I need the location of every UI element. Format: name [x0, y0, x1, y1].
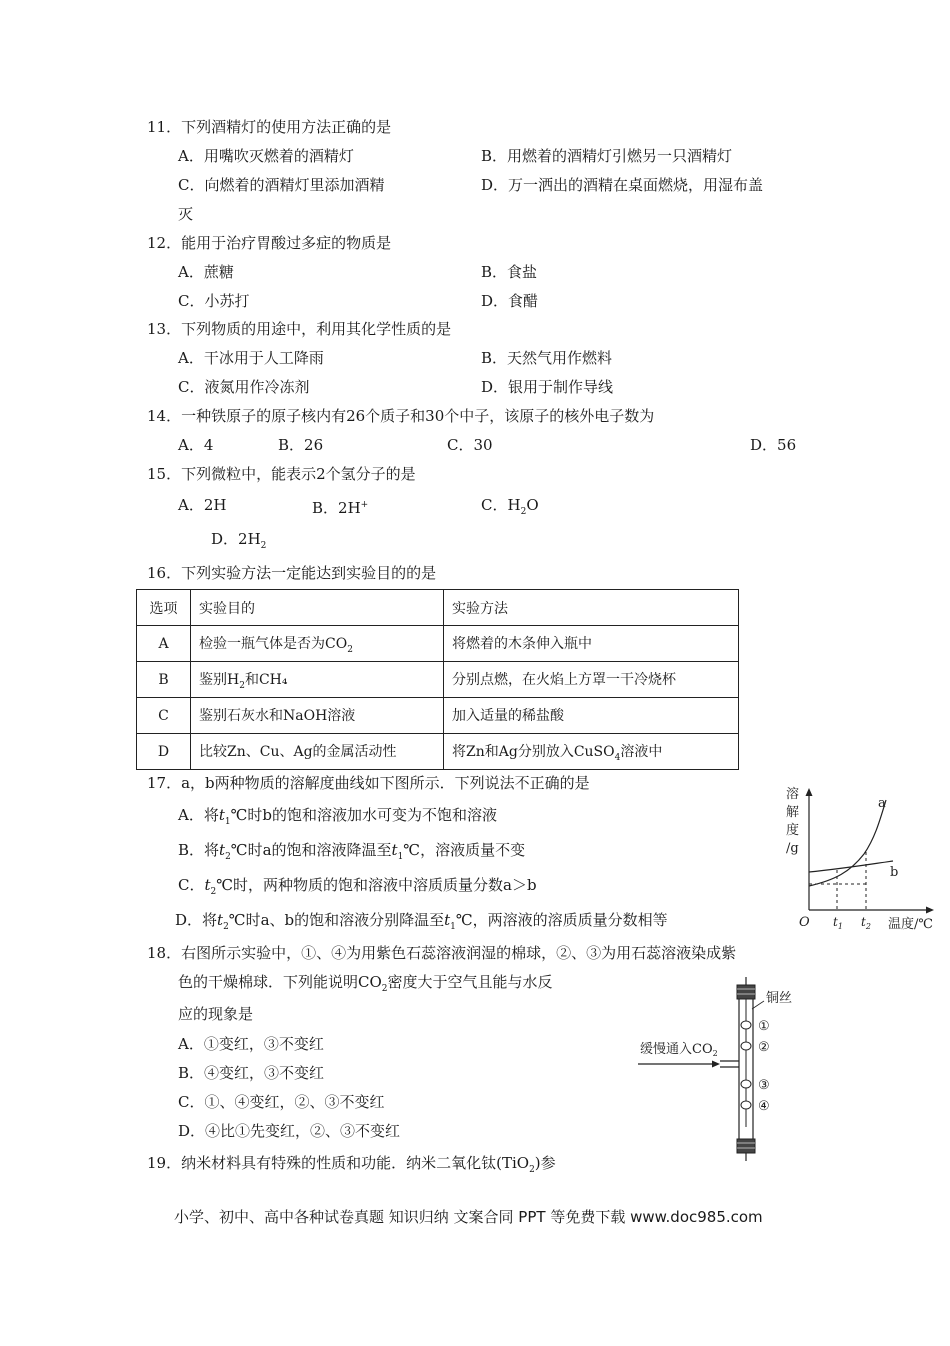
cotton-ball-2 [741, 1042, 751, 1050]
solubility-graph [780, 780, 945, 935]
q12-option-c: C．小苏打 [178, 292, 250, 310]
q18-stem-line2: 色的干燥棉球．下列能说明$CO_2$密度大于空气且能与水反 [178, 973, 553, 994]
svg-text:度: 度 [786, 823, 800, 838]
ball-label-2: ② [758, 1040, 770, 1055]
inlet-arrow-head [712, 1061, 720, 1068]
q17-option-b: B．将$t_2℃$时a的饱和溶液降温至$t_1℃$，溶液质量不变 [178, 841, 526, 862]
q13-option-d: D．银用于制作导线 [481, 378, 614, 396]
y-axis-arrow [806, 788, 813, 796]
q16-table [136, 589, 739, 770]
ball-label-4: ④ [758, 1099, 770, 1114]
row-goal: 检验一瓶气体是否为$CO_2$ [191, 626, 444, 662]
ball-label-1: ① [758, 1019, 770, 1034]
q14-option-a: A．4 [178, 436, 214, 454]
q13-option-b: B．天然气用作燃料 [481, 349, 613, 367]
q19-stem: 19．纳米材料具有特殊的性质和功能．纳米二氧化钛(TiO$_2$)参 [147, 1154, 556, 1175]
q18-stem-line1: 18．右图所示实验中，①、④为用紫色石蕊溶液润湿的棉球，②、③为用石蕊溶液染成紫 [147, 944, 737, 962]
q14-option-c: C．30 [447, 436, 493, 454]
row-method: 将燃着的木条伸入瓶中 [444, 626, 739, 662]
top-stopper [737, 985, 755, 999]
q14-stem: 14．一种铁原子的原子核内有26个质子和30个中子，该原子的核外电子数为 [147, 407, 655, 425]
row-method: 将Zn和Ag分别放入CuSO$_4$溶液中 [444, 734, 739, 770]
row-goal: 鉴别石灰水和NaOH溶液 [191, 698, 444, 734]
q14-option-b: B．26 [278, 436, 324, 454]
y-axis-label [786, 786, 799, 856]
curve-a-label: a [878, 796, 886, 811]
header-goal: 实验目的 [191, 590, 444, 626]
q17-option-a: A．将$t_1℃$时b的饱和溶液加水可变为不饱和溶液 [178, 806, 497, 827]
q18-option-b: B．④变红，③不变红 [178, 1064, 325, 1082]
t1-tick-label: $t_1$ [833, 915, 843, 931]
q17-option-d: D．将$t_2℃$时a、b的饱和溶液分别降温至$t_1℃$，两溶液的溶质质量分数相等 [175, 911, 668, 932]
q13-option-c: C．液氮用作冷冻剂 [178, 378, 310, 396]
ball-label-3: ③ [758, 1078, 770, 1093]
q12-option-b: B．食盐 [481, 263, 538, 281]
q11-option-d: D．万一洒出的酒精在桌面燃烧，用湿布盖 [481, 176, 764, 194]
q15-option-c: C．$H_2O$ [481, 496, 539, 517]
cotton-ball-1 [741, 1021, 751, 1029]
q18-stem-line3: 应的现象是 [178, 1005, 254, 1023]
q12-stem: 12．能用于治疗胃酸过多症的物质是 [147, 234, 392, 252]
q15-stem: 15．下列微粒中，能表示2个氢分子的是 [147, 465, 416, 483]
q12-option-a: A．蔗糖 [178, 263, 234, 281]
q15-option-d: D．$2H_2$ [211, 530, 267, 551]
bottom-stopper [737, 1139, 755, 1153]
co2-tube-apparatus [630, 975, 810, 1165]
q11-stem: 11．下列酒精灯的使用方法正确的是 [147, 118, 392, 136]
svg-text:溶: 溶 [786, 787, 800, 802]
row-option: D [137, 734, 191, 770]
page-footer: 小学、初中、高中各种试卷真题 知识归纳 文案合同 PPT 等免费下载 www.doc985.com [174, 1208, 763, 1226]
svg-text:/g: /g [786, 841, 799, 856]
table-row [137, 734, 739, 770]
header-option: 选项 [137, 590, 191, 626]
header-method: 实验方法 [444, 590, 739, 626]
q18-option-c: C．①、④变红，②、③不变红 [178, 1093, 385, 1111]
q17-stem: 17．a，b两种物质的溶解度曲线如下图所示．下列说法不正确的是 [147, 774, 590, 792]
q14-option-d: D．56 [750, 436, 797, 454]
origin-label: O [799, 915, 810, 930]
curve-b-label: b [890, 865, 899, 880]
q11-option-a: A．用嘴吹灭燃着的酒精灯 [178, 147, 354, 165]
curve-b [809, 861, 893, 872]
table-header-row [137, 590, 739, 626]
row-option: C [137, 698, 191, 734]
q17-option-c: C．$t_2℃$时，两种物质的饱和溶液中溶质质量分数a＞b [178, 876, 537, 897]
cotton-ball-4 [741, 1101, 751, 1109]
q15-option-a: A．2H [178, 496, 227, 514]
q11-option-c: C．向燃着的酒精灯里添加酒精 [178, 176, 385, 194]
row-option: B [137, 662, 191, 698]
q16-stem: 16．下列实验方法一定能达到实验目的的是 [147, 564, 437, 582]
row-method: 加入适量的稀盐酸 [444, 698, 739, 734]
table-row [137, 698, 739, 734]
cotton-ball-3 [741, 1080, 751, 1088]
curve-a [809, 800, 886, 886]
q18-option-d: D．④比①先变红，②、③不变红 [178, 1122, 401, 1140]
q11-option-d-continued: 灭 [178, 205, 194, 223]
t2-tick-label: $t_2$ [861, 915, 871, 931]
q15-option-b: B．2H+ [312, 499, 369, 517]
q13-option-a: A．干冰用于人工降雨 [178, 349, 324, 367]
row-option: A [137, 626, 191, 662]
x-axis-arrow [926, 907, 934, 914]
q12-option-d: D．食醋 [481, 292, 539, 310]
row-goal: 比较Zn、Cu、Ag的金属活动性 [191, 734, 444, 770]
row-goal: 鉴别$H_2$和CH₄ [191, 662, 444, 698]
table-row [137, 662, 739, 698]
x-axis-label: 温度/℃ [888, 917, 933, 932]
row-method: 分别点燃，在火焰上方罩一干冷烧杯 [444, 662, 739, 698]
q13-stem: 13．下列物质的用途中，利用其化学性质的是 [147, 320, 452, 338]
q18-option-a: A．①变红，③不变红 [178, 1035, 324, 1053]
inlet-label: 缓慢通入$CO_2$ [640, 1042, 718, 1058]
table-row [137, 626, 739, 662]
q11-option-b: B．用燃着的酒精灯引燃另一只酒精灯 [481, 147, 733, 165]
copper-wire-label: 铜丝 [766, 991, 793, 1006]
svg-text:解: 解 [786, 805, 800, 820]
